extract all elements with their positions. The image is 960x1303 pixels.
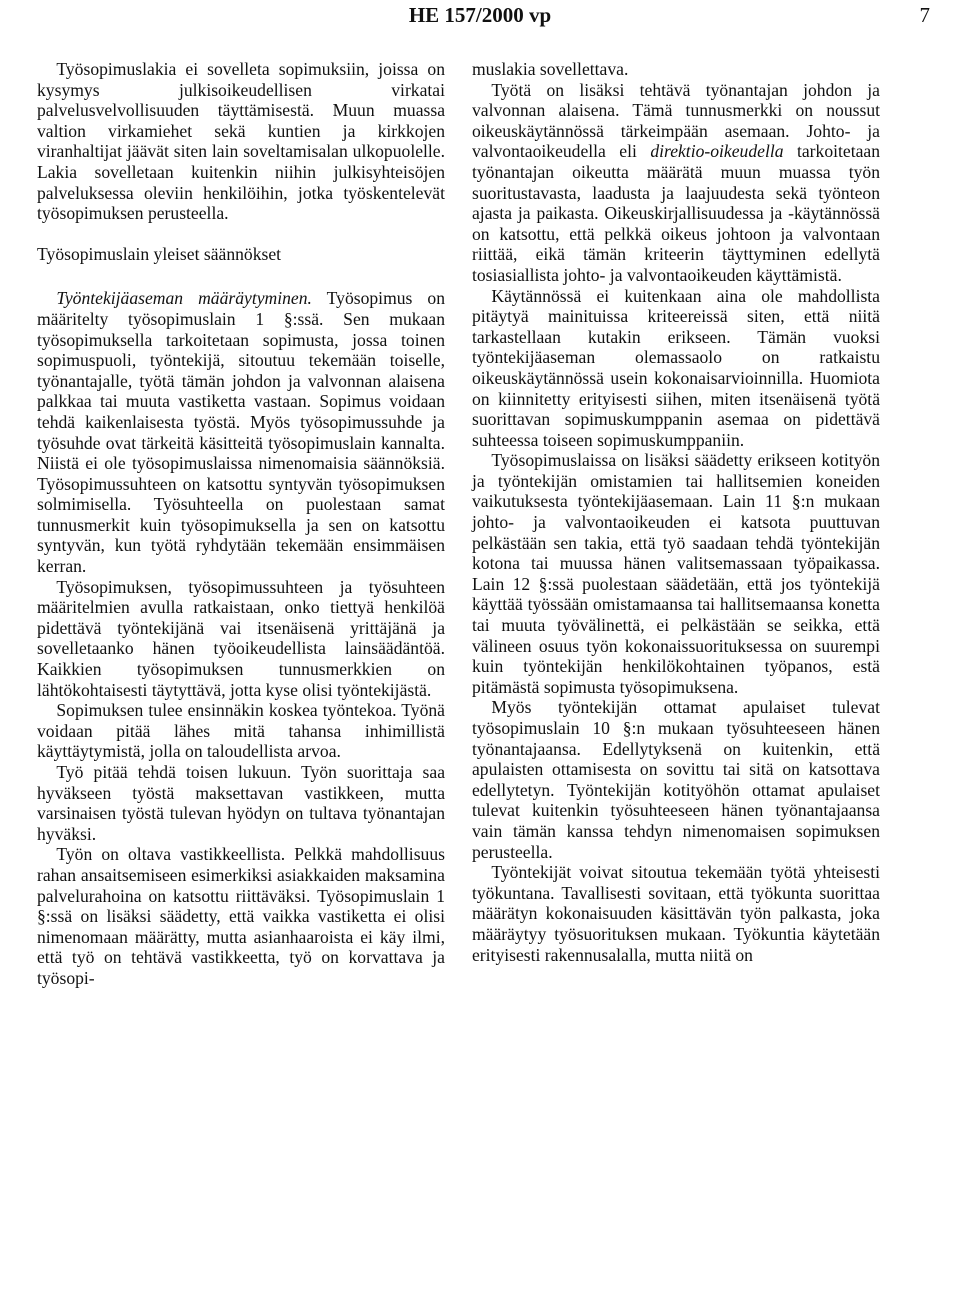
- paragraph-direction: [472, 80, 880, 286]
- subheading-italic: Työntekijäaseman määräytyminen.: [56, 288, 312, 309]
- paragraph-remuneration: Työn on oltava vastikkeellista. Pelkkä mahdollisuus rahan ansaitsemiseen esimerkiksi asiakkaiden maksamina palvelurahoina on katsottu riittäväksi. Työsopimuslain 1 §:ssä on lisäksi säädetty, että vaikka vastiketta ei olisi nimenomaan määrätty, mutta asianhaaroista ei käy ilmi, että työ on tehtävä vastikkeetta, työ on korvattava ja työsopi-: [37, 844, 445, 988]
- page-header: [0, 0, 960, 34]
- paragraph-work: Sopimuksen tulee ensinnäkin koskea työntekoa. Työnä voidaan pitää lähes mitä tahansa inhimillistä käyttäytymistä, jolla on taloudellista arvoa.: [37, 700, 445, 762]
- paragraph-criteria: Työsopimuksen, työsopimussuhteen ja työsuhteen määritelmien avulla ratkaistaan, onko tiettyä henkilöä pidettävä työntekijänä vai itsenäisenä yrittäjänä ja sovelletaanko hänen työoikeudellista lainsäädäntöä. Kaikkien työsopimuksen tunnusmerkkien on lähtökohtaisesti täytyttävä, jotta kyse olisi työntekijästä.: [37, 576, 445, 700]
- paragraph-definition: [37, 288, 445, 576]
- document-id: HE 157/2000 vp: [408, 3, 552, 27]
- paragraph-overall-assessment: Käytännössä ei kuitenkaan aina ole mahdollista pitäytyä mainituissa kriteereissä siten, että niitä tarkastellaan kutakin erikseen. Tämän vuoksi työntekijäaseman olemassaolo on ratkaistu oikeuskäytännössä usein kokonaisarvioinnilla. Huomiota on kiinnitetty erityisesti siihen, miten itsenäisenä työtä suorittavan sopimuskumppanin asemaa on pidettävä suhteessa toiseen sopimuskumppaniin.: [472, 285, 880, 450]
- section-heading: Työsopimuslain yleiset säännökset: [37, 243, 282, 264]
- paragraph-continued: muslakia sovellettava.: [472, 59, 629, 79]
- paragraph-direction-start: Työtä on lisäksi tehtävä työnantajan johdon ja valvonnan alaisena. Tämä tunnusmerkki on noussut oikeuskäytännössä tärkeimpään asemaan. Johto- ja valvontaoikeudella eli: [472, 79, 880, 162]
- right-column: [472, 59, 880, 965]
- paragraph-home-work: Työsopimuslaissa on lisäksi säädetty erikseen kotityön ja työntekijän omistamien tai hallitsemien koneiden vaikutuksesta työntekijäasemaan. Lain 11 §:n mukaan johto- ja valvontaoikeuden ei katsota puuttuvan pelkästään sen takia, että työ saadaan tehdä työntekijän kotona tai muussa hänen valitsemassaan työpaikassa. Lain 12 §:ssä puolestaan säädetään, että jos työntekijä käyttää työssään omistamaansa tai hallitsemaansa konetta tai muuta työvälinettä, ei pelkästään se seikka, että välineen osuus työn kokonaissuorituksessa on suurempi kuin työntekijän henkilökohtainen työpanos, estä pitämästä sopimusta työsopimuksena.: [472, 450, 880, 697]
- left-column: [37, 59, 445, 989]
- paragraph-assistants: Myös työntekijän ottamat apulaiset tulevat työsopimuslain 10 §:n mukaan työsuhteeseen hänen työnantajaansa. Edellytyksenä on kuitenkin, että apulaisten ottamisesta on sovittu tai sitä on katsottava edellytetyn. Työntekijän kotityöhön ottamat apulaiset tulevat kuitenkin työsuhteeseen hänen työnantajaansa vain tämän kanssa tehdyn nimenomaisen sopimuksen perusteella.: [472, 697, 880, 862]
- term-italic: direktio-oikeudella: [650, 141, 784, 162]
- paragraph-definition-text: Työsopimus on määritelty työsopimuslain 1 §:ssä. Sen mukaan työsopimuksella tarkoitetaan sopimusta, jossa toinen sopimuspuoli, työntekijä, sitoutuu tekemään toiselle, työnantajalle, työtä tämän johdon ja valvonnan alaisena palkkaa tai muuta vastiketta vastaan. Sopimus voidaan tehdä kaikenlaisesta työstä. Myös työsopimussuhde ja työsuhde ovat tärkeitä käsitteitä työsopimuslain kannalta. Niistä ei ole työsopimuslaissa nimenomaisia säännöksiä. Työsopimussuhteen on katsottu syntyvän työsopimuksen solmimisella. Työsuhteella on puolestaan samat tunnusmerkit kuin työsopimuksella ja sen on katsottu syntyvän, kun työtä ryhdytään tekemään ensimmäisen kerran.: [37, 288, 445, 577]
- paragraph-direction-rest: tarkoitetaan työnantajan oikeutta määrätä muun muassa työn suoritustavasta, laadusta ja laajuudesta sekä työnteon ajasta ja paikasta. Oikeuskirjallisuudessa ja -käytännössä on katsottu, että pelkkä oikeus johtoon ja valvontaan riittää, eikä tämän kriteerin täyttyminen edellytä tosiasiallista johto- ja valvontaoikeuden käyttämistä.: [472, 141, 880, 285]
- page-number: 7: [919, 3, 930, 27]
- paragraph-work-team: Työntekijät voivat sitoutua tekemään työtä yhteisesti työkuntana. Tavallisesti sovitaan, että työkunta suorittaa määrätyn kokonaisuuden käsittävän työn palkasta, joka määräytyy työsuorituksen mukaan. Työkuntia käytetään erityisesti rakennusalalla, mutta niitä on: [472, 862, 880, 965]
- paragraph-scope: Työsopimuslakia ei sovelleta sopimuksiin, joissa on kysymys julkisoikeudellisen virkatai palvelusvelvollisuuden täyttämisestä. Muun muassa valtion virkamiehet sekä kuntien ja kirkkojen viranhaltijat jäävät siten lain soveltamisalan ulkopuolelle. Lakia sovelletaan kuitenkin niihin julkisyhteisöjen palveluksessa oleviin henkilöihin, jotka työskentelevät työsopimuksen perusteella.: [37, 59, 445, 224]
- paragraph-for-another: Työ pitää tehdä toisen lukuun. Työn suorittaja saa hyväkseen työstä maksettavan vastikkeen, mutta varsinaisen työstä tulevan hyödyn on tultava työnantajan hyväksi.: [37, 762, 445, 844]
